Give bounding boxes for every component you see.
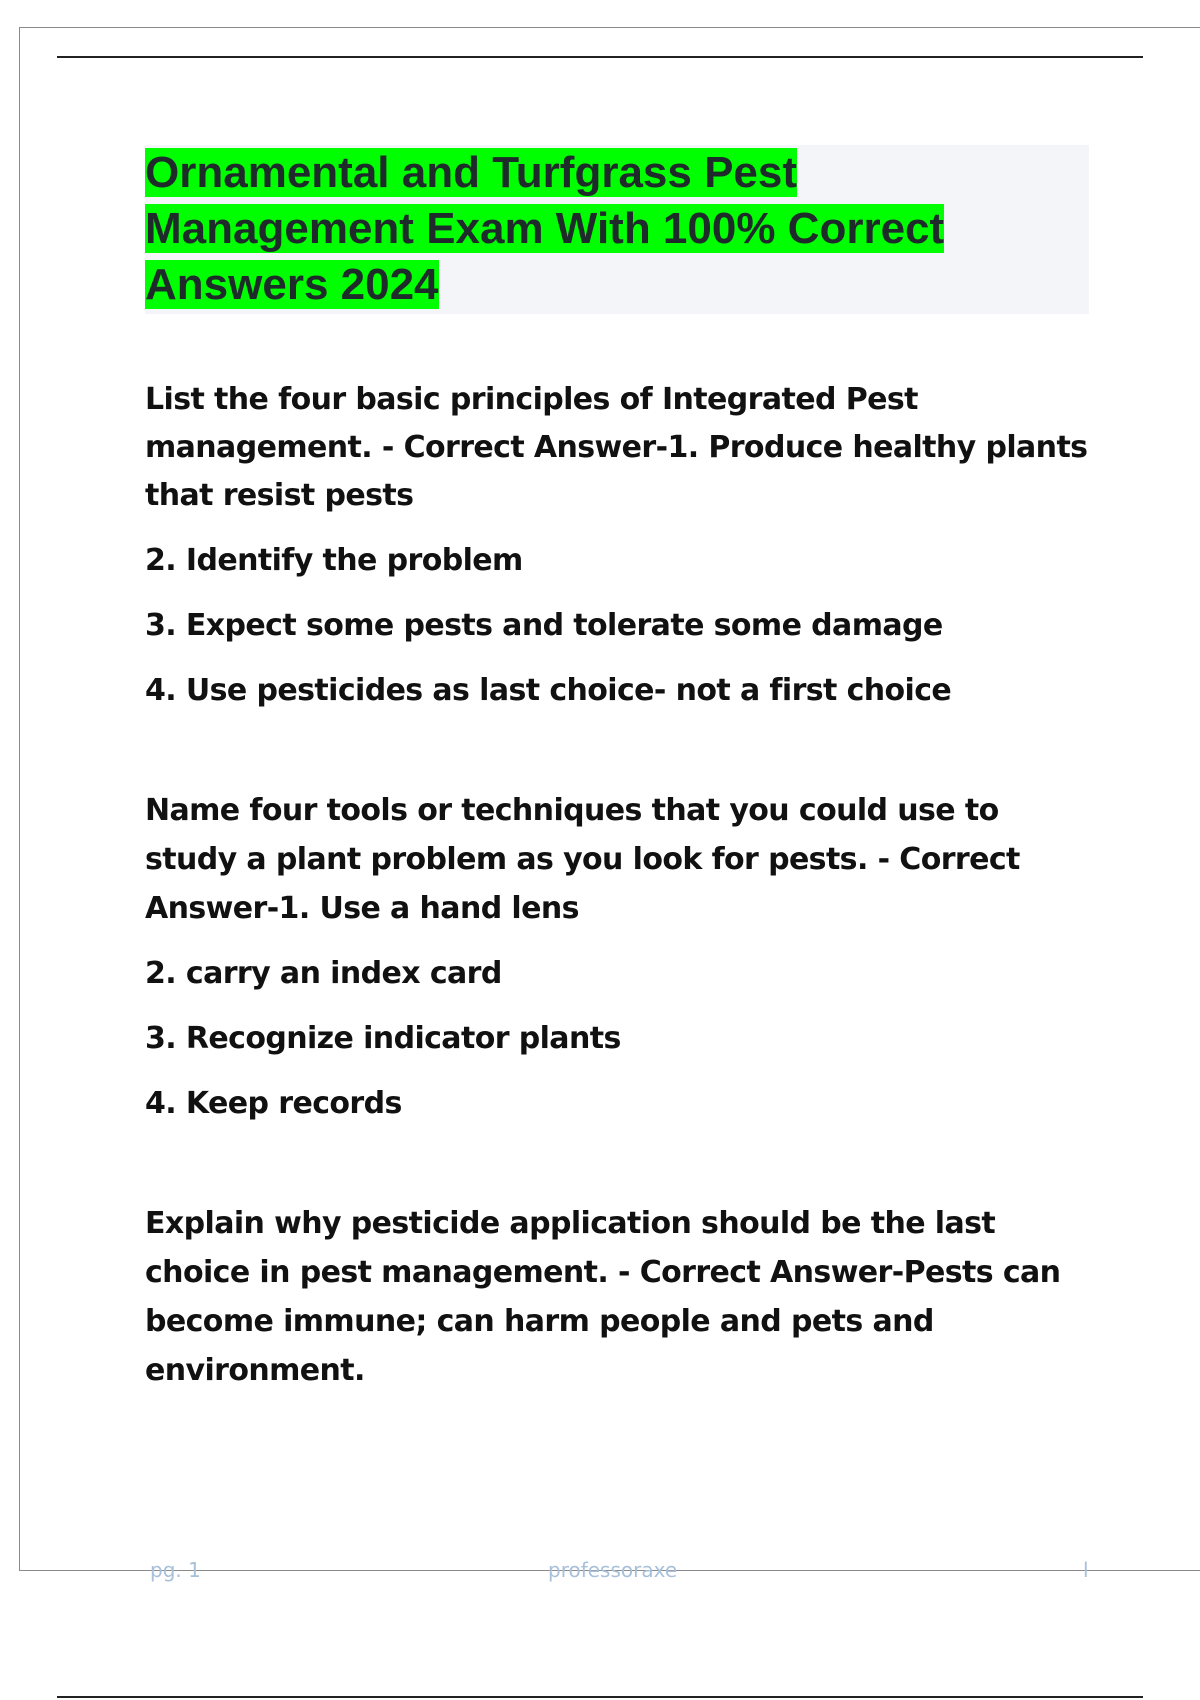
title-line-2: Management Exam With 100% Correct	[145, 204, 945, 253]
footer-author: professoraxe	[548, 1558, 678, 1582]
answer-item: 2. carry an index card	[145, 956, 502, 991]
qa-block-1	[145, 376, 1095, 715]
document-body	[145, 376, 1095, 1395]
page-number: pg. 1	[150, 1558, 201, 1582]
header-rule	[57, 56, 1143, 58]
document-title	[145, 145, 1045, 313]
page-footer	[0, 1558, 1200, 1588]
answer-item: 4. Keep records	[145, 1086, 402, 1121]
answer-item: 3. Recognize indicator plants	[145, 1021, 621, 1056]
answer-item: 3. Expect some pests and tolerate some damage	[145, 608, 943, 643]
qa-block-2	[145, 786, 1095, 1128]
footer-rule	[57, 1696, 1143, 1698]
title-line-3: Answers 2024	[145, 260, 439, 309]
answer-item: 2. Identify the problem	[145, 543, 523, 578]
footer-mark: l	[1083, 1558, 1089, 1582]
title-block	[145, 145, 1089, 314]
qa-block-3	[145, 1199, 1095, 1395]
answer-item: 4. Use pesticides as last choice- not a first choice	[145, 673, 952, 708]
question-3: Explain why pesticide application should be the last choice in pest management. - Correct Answer-Pests can become immune; can harm people and pets and environment.	[145, 1206, 1061, 1388]
question-2: Name four tools or techniques that you could use to study a plant problem as you look for pests. - Correct Answer-1. Use a hand lens	[145, 793, 1020, 926]
title-line-1: Ornamental and Turfgrass Pest	[145, 148, 798, 197]
question-1: List the four basic principles of Integrated Pest management. - Correct Answer-1. Produce healthy plants that resist pests	[145, 382, 1088, 513]
